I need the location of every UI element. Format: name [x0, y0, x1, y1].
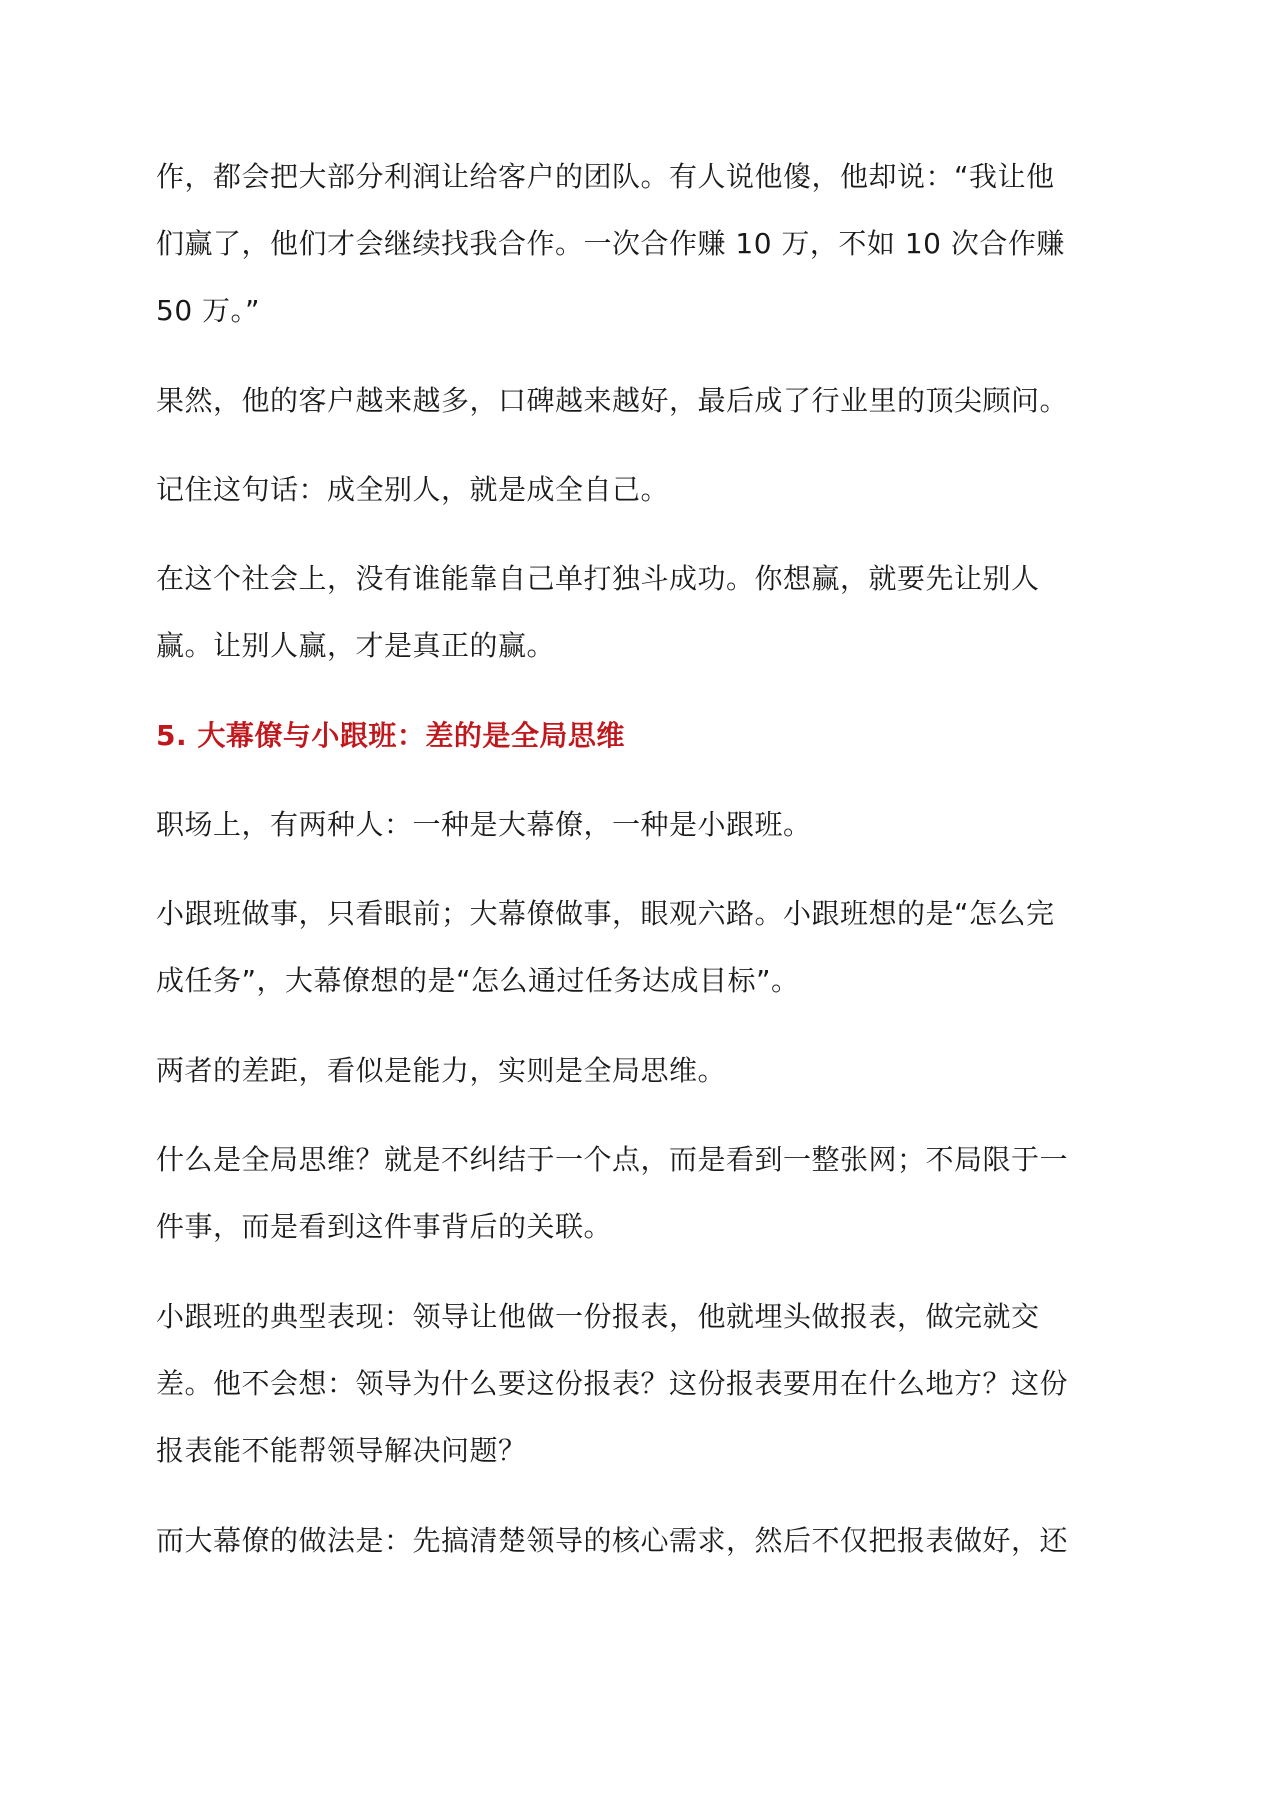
paragraph-line: 们赢了，他们才会继续找我合作。一次合作赚 10 万，不如 10 次合作赚	[156, 227, 1065, 260]
paragraph-line: 职场上，有两种人：一种是大幕僚，一种是小跟班。	[156, 808, 812, 841]
paragraph-line: 两者的差距，看似是能力，实则是全局思维。	[156, 1054, 727, 1087]
paragraph-line: 50 万。”	[156, 294, 261, 327]
paragraph-line: 赢。让别人赢，才是真正的赢。	[156, 629, 556, 662]
paragraph-line: 而大幕僚的做法是：先搞清楚领导的核心需求，然后不仅把报表做好，还	[156, 1524, 1069, 1557]
paragraph-line: 报表能不能帮领导解决问题？	[156, 1434, 527, 1467]
paragraph-line: 在这个社会上，没有谁能靠自己单打独斗成功。你想赢，就要先让别人	[156, 562, 1040, 595]
paragraph-line: 什么是全局思维？就是不纠结于一个点，而是看到一整张网；不局限于一	[156, 1143, 1069, 1176]
paragraph-line: 果然，他的客户越来越多，口碑越来越好，最后成了行业里的顶尖顾问。	[156, 384, 1069, 417]
paragraph-line: 小跟班的典型表现：领导让他做一份报表，他就埋头做报表，做完就交	[156, 1300, 1040, 1333]
paragraph-line: 成任务”，大幕僚想的是“怎么通过任务达成目标”。	[156, 964, 800, 997]
paragraph-line: 记住这句话：成全别人，就是成全自己。	[156, 473, 670, 506]
paragraph-line: 差。他不会想：领导为什么要这份报表？这份报表要用在什么地方？这份	[156, 1367, 1069, 1400]
paragraph-line: 件事，而是看到这件事背后的关联。	[156, 1210, 613, 1243]
heading-text: 5. 大幕僚与小跟班：差的是全局思维	[156, 719, 625, 752]
paragraph-line: 小跟班做事，只看眼前；大幕僚做事，眼观六路。小跟班想的是“怎么完	[156, 897, 1055, 930]
paragraph-line: 作，都会把大部分利润让给客户的团队。有人说他傻，他却说：“我让他	[156, 160, 1055, 193]
